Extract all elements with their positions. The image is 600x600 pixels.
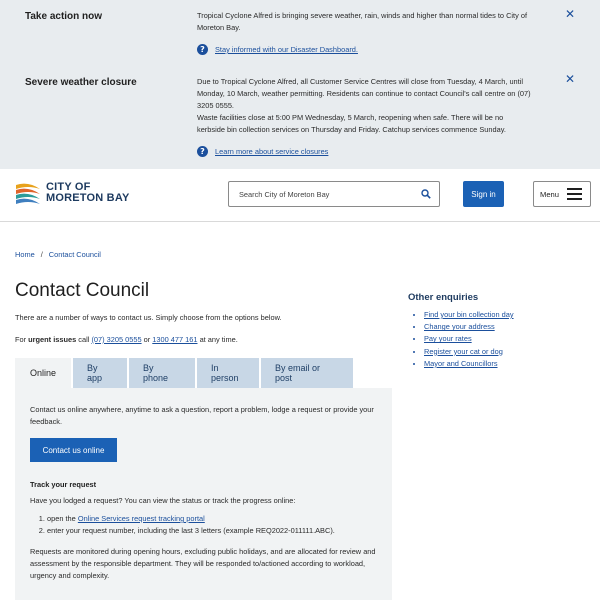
list-item: 2. enter your request number, including the last 3 letters (example REQ2022-011111.ABC). bbox=[47, 525, 377, 537]
alert-banner bbox=[0, 0, 600, 169]
breadcrumb-home[interactable]: Home bbox=[15, 250, 35, 259]
sidebar-link-change-address[interactable]: Change your address bbox=[424, 322, 495, 332]
list-item bbox=[424, 333, 514, 345]
menu-button[interactable] bbox=[533, 181, 591, 207]
list-item bbox=[424, 309, 514, 321]
track-request-heading: Track your request bbox=[30, 480, 97, 489]
tab-in-person[interactable]: In person bbox=[197, 358, 259, 388]
breadcrumb-current[interactable]: Contact Council bbox=[48, 250, 101, 259]
site-header bbox=[0, 169, 600, 222]
service-closures-link[interactable]: Learn more about service closures bbox=[215, 147, 329, 156]
list-item bbox=[47, 513, 377, 525]
search-icon bbox=[421, 189, 431, 199]
alert-body: Tropical Cyclone Alfred is bringing severe weather, rain, winds and higher than normal tides to City of Moreton Bay. bbox=[197, 11, 528, 32]
close-icon[interactable]: ✕ bbox=[565, 72, 576, 86]
sidebar-link-mayor[interactable]: Mayor and Councillors bbox=[424, 358, 498, 368]
search-placeholder: Search City of Moreton Bay bbox=[239, 189, 330, 199]
hamburger-icon bbox=[567, 188, 582, 200]
sidebar-link-pay-rates[interactable]: Pay your rates bbox=[424, 334, 472, 344]
help-icon: ? bbox=[197, 146, 208, 157]
urgent-bold: urgent issues bbox=[28, 335, 77, 344]
urgent-text bbox=[15, 335, 238, 344]
contact-tabs bbox=[15, 358, 353, 388]
list-item bbox=[424, 321, 514, 333]
list-item bbox=[424, 346, 514, 358]
tab-online[interactable]: Online bbox=[15, 358, 71, 388]
alert-title: Take action now bbox=[25, 11, 103, 22]
search-button[interactable] bbox=[413, 182, 439, 206]
phone-link-secondary[interactable]: 1300 477 161 bbox=[152, 335, 198, 344]
alert-link-row bbox=[197, 44, 358, 55]
alert-title: Severe weather closure bbox=[25, 77, 137, 88]
sidebar-title: Other enquiries bbox=[408, 292, 479, 303]
alert-body-paragraph: Due to Tropical Cyclone Alfred, all Customer Service Centres will close from Tuesday, 4 March, until Monday, 10 March, weather permitting. Residents can continue to contact Council's call centre on (07) 3205 0555. bbox=[197, 77, 531, 110]
disaster-dashboard-link[interactable]: Stay informed with our Disaster Dashboard. bbox=[215, 45, 358, 54]
alert-body bbox=[197, 76, 532, 136]
logo-line-2: MORETON BAY bbox=[46, 192, 130, 204]
breadcrumb-separator: / bbox=[40, 250, 43, 259]
alert-link-row bbox=[197, 146, 328, 157]
sidebar-link-register-pet[interactable]: Register your cat or dog bbox=[424, 346, 503, 356]
site-logo[interactable] bbox=[14, 179, 130, 207]
logo-line-1: CITY OF bbox=[46, 181, 91, 193]
urgent-call: call bbox=[78, 335, 90, 344]
other-enquiries bbox=[408, 292, 514, 370]
tracking-portal-link[interactable]: Online Services request tracking portal bbox=[77, 514, 205, 523]
tab-panel-online bbox=[15, 388, 392, 600]
tab-by-phone[interactable]: By phone bbox=[129, 358, 195, 388]
logo-swoosh-icon bbox=[14, 179, 42, 207]
breadcrumb bbox=[15, 250, 101, 259]
contact-online-button[interactable]: Contact us online bbox=[30, 438, 117, 462]
panel-intro: Contact us online anywhere, anytime to ask a question, report a problem, lodge a request or provide your feedback. bbox=[30, 405, 374, 426]
tab-by-app[interactable]: By app bbox=[73, 358, 127, 388]
menu-label: Menu bbox=[540, 189, 559, 199]
sidebar-link-bin-day[interactable]: Find your bin collection day bbox=[424, 310, 514, 319]
track-intro: Have you lodged a request? You can view the status or track the progress online: bbox=[30, 496, 296, 505]
alert-body-paragraph: Waste facilities close at 5:00 PM Wednesday, 5 March, reopening when safe. There will be no kerbside bin collection services on Thursday and Friday. Catchup services commence Sunday. bbox=[197, 113, 506, 134]
sidebar-links bbox=[424, 309, 514, 370]
list-item bbox=[424, 358, 514, 370]
panel-note: Requests are monitored during opening hours, excluding public holidays, and are allocated for review and assessment by the responsible department. They will be responded to/actioned according to workload, urgency and complexity. bbox=[30, 547, 376, 580]
search-input[interactable] bbox=[228, 181, 440, 207]
help-icon: ? bbox=[197, 44, 208, 55]
close-icon[interactable]: ✕ bbox=[565, 7, 576, 21]
step1-prefix: open the bbox=[47, 514, 76, 523]
page-title: Contact Council bbox=[15, 280, 150, 301]
tab-by-email-or-post[interactable]: By email or post bbox=[261, 358, 353, 388]
intro-text: There are a number of ways to contact us. Simply choose from the options below. bbox=[15, 313, 282, 322]
urgent-or: or bbox=[143, 335, 151, 344]
phone-link-primary[interactable]: (07) 3205 0555 bbox=[91, 335, 142, 344]
urgent-suffix: at any time. bbox=[199, 335, 238, 344]
track-steps bbox=[47, 513, 377, 537]
urgent-prefix: For bbox=[15, 335, 27, 344]
sign-in-button[interactable]: Sign in bbox=[463, 181, 504, 207]
